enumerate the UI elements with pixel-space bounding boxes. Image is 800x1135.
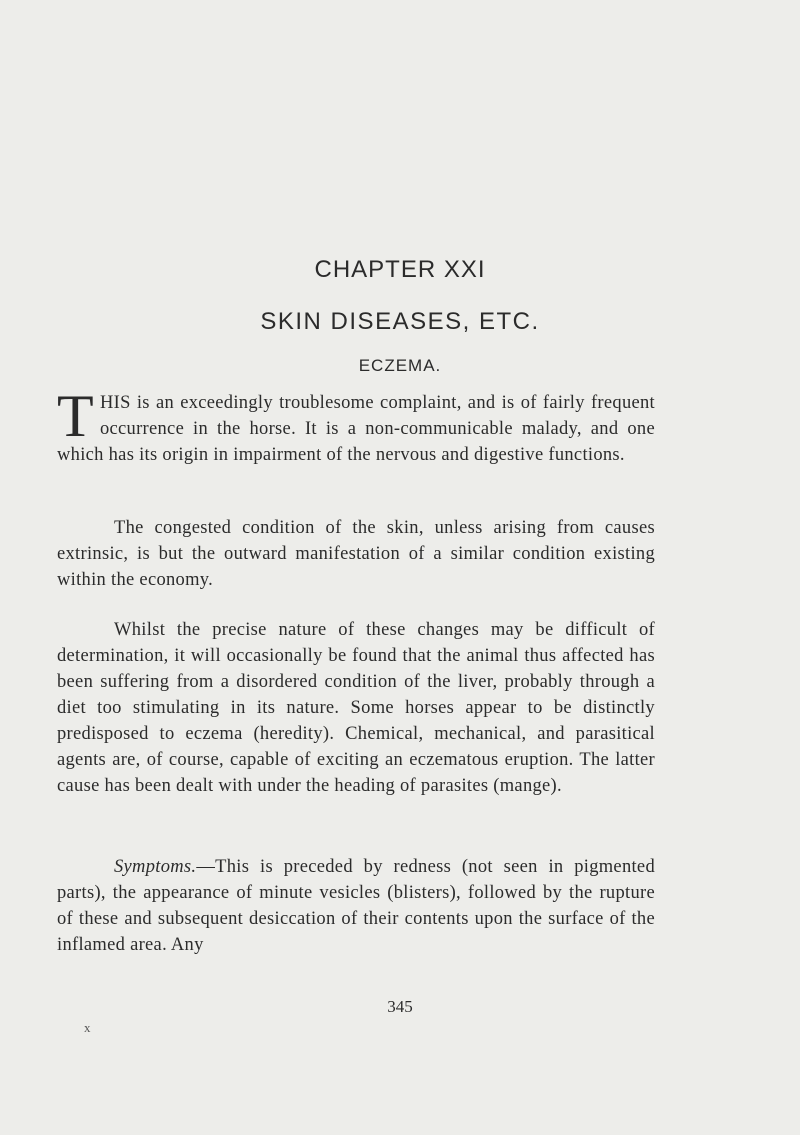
paragraph-2: The congested condition of the skin, unless arising from causes extrinsic, is but the outward manifestation of a similar condition existing within the economy. bbox=[57, 518, 655, 590]
paragraph-4 bbox=[57, 854, 655, 958]
paragraph-4-text: —This is preceded by redness (not seen in pigmented parts), the appearance of minute vesicles (blisters), followed by the rupture of these and subsequent desiccation of their contents upon the surface of the inflamed area. Any bbox=[57, 857, 655, 955]
paragraph-3: Whilst the precise nature of these changes may be difficult of determination, it will occasionally be found that the animal thus affected has been suffering from a disordered condition of the liver, probably through a diet too stimulating in its nature. Some horses appear to be distinctly predisposed to eczema (heredity). Chemical, mechanical, and parasitical agents are, of course, capable of exciting an eczematous eruption. The latter cause has been dealt with under the heading of parasites (mange). bbox=[57, 620, 655, 796]
chapter-heading: CHAPTER XXI bbox=[314, 256, 486, 283]
section-heading: ECZEMA. bbox=[358, 356, 442, 375]
signature-mark: x bbox=[84, 1020, 91, 1035]
chapter-title: SKIN DISEASES, ETC. bbox=[260, 308, 540, 335]
page-number: 345 bbox=[387, 997, 413, 1016]
paragraph-1 bbox=[57, 383, 655, 468]
paragraph-1-text: HIS is an exceedingly troublesome complaint, and is of fairly frequent occurrence in the horse. It is a non-communicable malady, and one which has its origin in impairment of the nervous and digestive functions. bbox=[57, 393, 655, 465]
symptoms-lead: Symptoms. bbox=[114, 857, 197, 877]
drop-cap: T bbox=[57, 383, 94, 449]
